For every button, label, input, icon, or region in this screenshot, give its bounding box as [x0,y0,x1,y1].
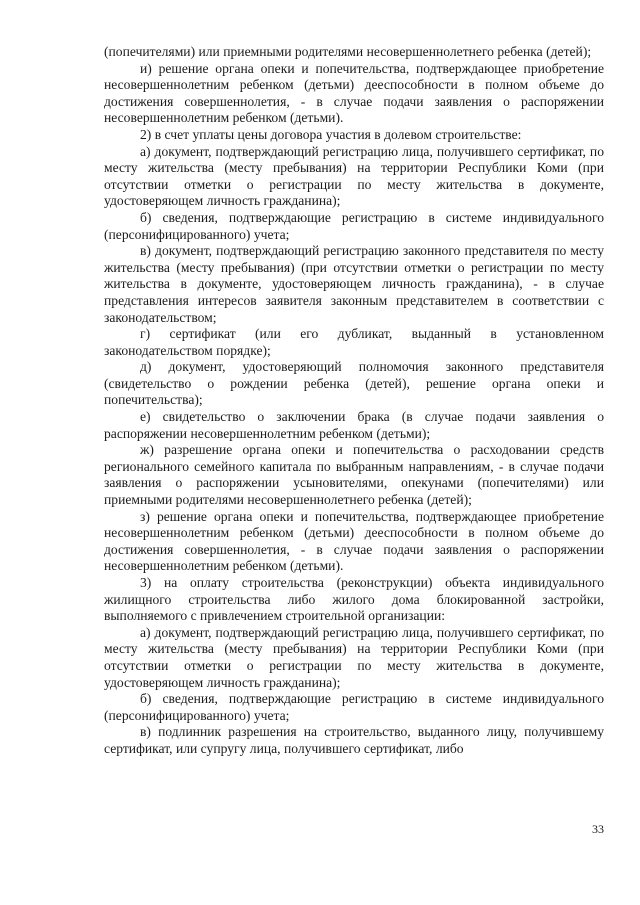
page-number: 33 [592,822,604,836]
paragraph-item-d: д) документ, удостоверяющий полномочия законного представителя (свидетельство о рождении ребенка (детей), решение органа опеки и попечительства); [104,359,604,408]
paragraph-item-e: е) свидетельство о заключении брака (в случае подачи заявления о распоряжении несовершеннолетним ребенком (детьми); [104,409,604,441]
paragraph-item-b: б) сведения, подтверждающие регистрацию в системе индивидуального (персонифицированного) учета; [104,209,604,242]
paragraph-item-v: в) документ, подтверждающий регистрацию законного представителя по месту жительства (месту пребывания) (при отсутствии отметки о регистрации по месту жительства в документе, удостоверяющем личность гражданина), - в случае представления интересов заявителя законным представителем в соответствии с законодательством; [104,243,604,325]
document-body [104,44,604,758]
paragraph-item-g: г) сертификат (или его дубликат, выданный в установленном законодательством порядке); [104,326,604,358]
paragraph-item-zh: ж) разрешение органа опеки и попечительства о расходовании средств регионального семейного капитала по выбранным направлениям, - в случае подачи заявления о распоряжении усыновителями, опекунами (попечителями) или приемными родителями несовершеннолетнего ребенка (детей); [104,442,604,508]
paragraph-section-3: 3) на оплату строительства (реконструкции) объекта индивидуального жилищного строительства либо жилого дома блокированной застройки, выполняемого с привлечением строительной организации: [104,575,604,624]
paragraph-continuation: (попечителями) или приемными родителями несовершеннолетнего ребенка (детей); [104,44,592,59]
paragraph-item-a: а) документ, подтверждающий регистрацию лица, получившего сертификат, по месту жительства (месту пребывания) на территории Республики Коми (при отсутствии отметки о регистрации по месту жительства в документе, удостоверяющем личность гражданина); [104,143,604,209]
paragraph-item-i: и) решение органа опеки и попечительства, подтверждающее приобретение несовершеннолетним ребенком (детьми) дееспособности в полном объеме до достижения совершеннолетия, - в случае подачи заявления о распоряжении несовершеннолетним ребенком (детьми). [104,60,604,126]
paragraph-item-v-2: в) подлинник разрешения на строительство, выданного лицу, получившему сертификат, или супругу лица, получившего сертификат, либо [104,724,604,756]
paragraph-item-b-2: б) сведения, подтверждающие регистрацию в системе индивидуального (персонифицированного) учета; [104,691,604,723]
paragraph-section-2: 2) в счет уплаты цены договора участия в долевом строительстве: [140,126,522,142]
paragraph-item-z: з) решение органа опеки и попечительства, подтверждающее приобретение несовершеннолетним ребенком (детьми) дееспособности в полном объеме до достижения совершеннолетия, - в случае подачи заявления о распоряжении несовершеннолетним ребенком (детьми). [104,508,604,574]
paragraph-item-a-2: а) документ, подтверждающий регистрацию лица, получившего сертификат, по месту жительства (месту пребывания) на территории Республики Коми (при отсутствии отметки о регистрации по месту жительства в документе, удостоверяющем личность гражданина); [104,624,604,690]
